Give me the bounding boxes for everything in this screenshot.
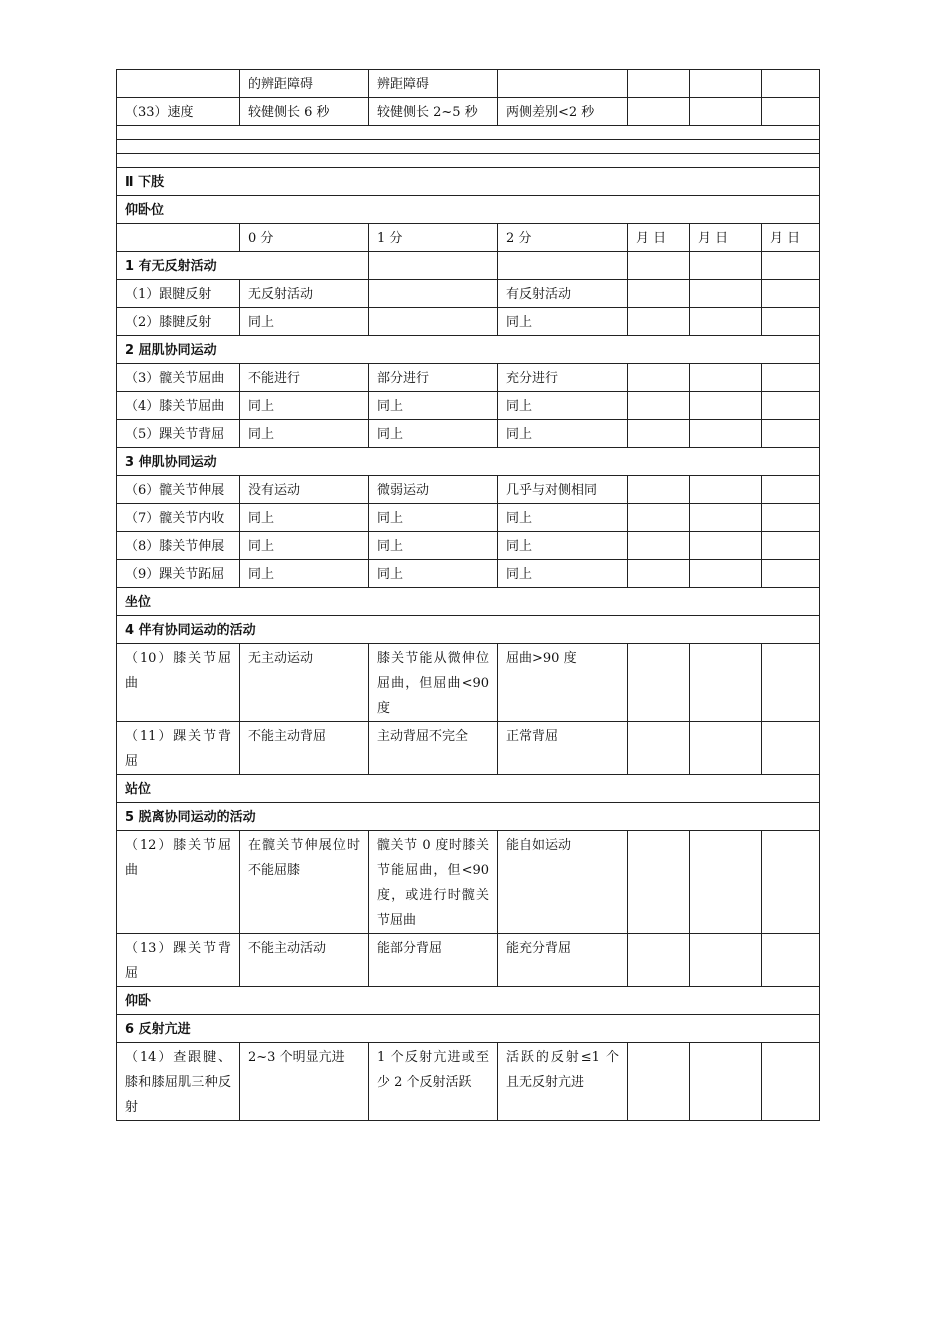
- date-cell: [762, 831, 820, 934]
- date-cell: [628, 831, 690, 934]
- group-row: [117, 803, 820, 831]
- score1-cell: 同上: [369, 420, 498, 448]
- date-cell: [690, 934, 762, 987]
- table-row: [117, 644, 820, 722]
- table-row: [117, 934, 820, 987]
- item-cell: （14）查跟腱、膝和膝屈肌三种反射: [117, 1043, 240, 1121]
- score0-cell: 同上: [240, 392, 369, 420]
- section-row: [117, 588, 820, 616]
- position-title: 坐位: [117, 588, 820, 616]
- score2-cell: 能充分背屈: [498, 934, 628, 987]
- date-cell: [762, 280, 820, 308]
- item-cell: （10）膝关节屈曲: [117, 644, 240, 722]
- score0-cell: 不能主动活动: [240, 934, 369, 987]
- score2-cell: 活跃的反射≤1 个且无反射亢进: [498, 1043, 628, 1121]
- score2-cell: [498, 70, 628, 98]
- date-cell: [628, 934, 690, 987]
- date-cell: [762, 98, 820, 126]
- date-cell: [690, 280, 762, 308]
- date-cell: [690, 392, 762, 420]
- table-row: [117, 504, 820, 532]
- header-item-cell: [117, 224, 240, 252]
- position-title: 仰卧: [117, 987, 820, 1015]
- score2-cell: 两侧差别<2 秒: [498, 98, 628, 126]
- header-score1: 1 分: [369, 224, 498, 252]
- header-row: [117, 224, 820, 252]
- position-title: 仰卧位: [117, 196, 820, 224]
- date-cell: [628, 364, 690, 392]
- date-cell: [690, 560, 762, 588]
- date-cell: [690, 722, 762, 775]
- table-row: [117, 722, 820, 775]
- score1-cell: [369, 308, 498, 336]
- score0-cell: 较健侧长 6 秒: [240, 98, 369, 126]
- score1-cell: 微弱运动: [369, 476, 498, 504]
- date-cell: [690, 476, 762, 504]
- assessment-table: [116, 69, 820, 1121]
- group-row: [117, 448, 820, 476]
- score1-cell: 同上: [369, 560, 498, 588]
- date-cell: [762, 560, 820, 588]
- group-row: [117, 1015, 820, 1043]
- item-cell: （9）踝关节跖屈: [117, 560, 240, 588]
- date-cell: [690, 1043, 762, 1121]
- section-row: [117, 775, 820, 803]
- score0-cell: 同上: [240, 504, 369, 532]
- item-cell: （5）踝关节背屈: [117, 420, 240, 448]
- item-cell: （11）踝关节背屈: [117, 722, 240, 775]
- score1-cell: 髋关节 0 度时膝关节能屈曲，但<90 度，或进行时髋关节屈曲: [369, 831, 498, 934]
- section-title: Ⅱ 下肢: [117, 168, 820, 196]
- score0-cell: 在髋关节伸展位时不能屈膝: [240, 831, 369, 934]
- table-row: [117, 280, 820, 308]
- score0-cell: 不能进行: [240, 364, 369, 392]
- date-cell: [628, 70, 690, 98]
- date-cell: [690, 644, 762, 722]
- date-cell: [690, 98, 762, 126]
- score2-cell: 同上: [498, 532, 628, 560]
- score0-cell: 无反射活动: [240, 280, 369, 308]
- score0-cell: 2~3 个明显亢进: [240, 1043, 369, 1121]
- date-cell: [762, 504, 820, 532]
- score2-cell: 充分进行: [498, 364, 628, 392]
- date-cell: [762, 308, 820, 336]
- group-title: 1 有无反射活动: [117, 252, 369, 280]
- date-cell: [762, 644, 820, 722]
- blank-row: [117, 154, 820, 168]
- group-row: [117, 616, 820, 644]
- date-cell: [628, 98, 690, 126]
- score2-cell: 有反射活动: [498, 280, 628, 308]
- date-cell: [762, 70, 820, 98]
- date-cell: [690, 831, 762, 934]
- item-cell: （7）髋关节内收: [117, 504, 240, 532]
- header-score0: 0 分: [240, 224, 369, 252]
- section-row: [117, 987, 820, 1015]
- score0-cell: 的辨距障碍: [240, 70, 369, 98]
- score1-cell: 能部分背屈: [369, 934, 498, 987]
- date-cell: [762, 722, 820, 775]
- date-cell: [628, 392, 690, 420]
- date-cell: [762, 364, 820, 392]
- date-cell: [628, 722, 690, 775]
- score2-cell: 几乎与对侧相同: [498, 476, 628, 504]
- score0-cell: 同上: [240, 560, 369, 588]
- date-cell: [628, 560, 690, 588]
- item-cell: （2）膝腱反射: [117, 308, 240, 336]
- date-cell: [690, 70, 762, 98]
- group-row: [117, 336, 820, 364]
- blank-row: [117, 126, 820, 140]
- date-cell: [762, 420, 820, 448]
- score1-cell: 膝关节能从微伸位屈曲，但屈曲<90 度: [369, 644, 498, 722]
- score2-cell: 正常背屈: [498, 722, 628, 775]
- date-cell: [690, 420, 762, 448]
- header-date1: 月 日: [628, 224, 690, 252]
- table-row: [117, 308, 820, 336]
- score0-cell: 同上: [240, 532, 369, 560]
- table-row: [117, 392, 820, 420]
- date-cell: [690, 504, 762, 532]
- table-row: [117, 70, 820, 98]
- table-row: [117, 532, 820, 560]
- score1-cell: 较健侧长 2~5 秒: [369, 98, 498, 126]
- table-row: [117, 831, 820, 934]
- table-row: [117, 476, 820, 504]
- date-cell: [628, 644, 690, 722]
- item-cell: （6）髋关节伸展: [117, 476, 240, 504]
- score0-cell: 同上: [240, 308, 369, 336]
- score0-cell: 同上: [240, 420, 369, 448]
- date-cell: [690, 364, 762, 392]
- section-row: [117, 168, 820, 196]
- item-cell: （4）膝关节屈曲: [117, 392, 240, 420]
- score0-cell: 无主动运动: [240, 644, 369, 722]
- score2-cell: 同上: [498, 504, 628, 532]
- item-cell: [117, 70, 240, 98]
- group-title: 4 伴有协同运动的活动: [117, 616, 820, 644]
- score0-cell: 不能主动背屈: [240, 722, 369, 775]
- section-row: [117, 196, 820, 224]
- date-cell: [762, 532, 820, 560]
- group-title: 3 伸肌协同运动: [117, 448, 820, 476]
- date-cell: [628, 308, 690, 336]
- group-title: 5 脱离协同运动的活动: [117, 803, 820, 831]
- date-cell: [628, 476, 690, 504]
- score1-cell: 部分进行: [369, 364, 498, 392]
- score1-cell: 同上: [369, 532, 498, 560]
- score1-cell: 同上: [369, 504, 498, 532]
- group-title: 6 反射亢进: [117, 1015, 820, 1043]
- score2-cell: 同上: [498, 308, 628, 336]
- item-cell: （33）速度: [117, 98, 240, 126]
- item-cell: （8）膝关节伸展: [117, 532, 240, 560]
- date-cell: [690, 532, 762, 560]
- header-date2: 月 日: [690, 224, 762, 252]
- blank-row: [117, 140, 820, 154]
- score2-cell: 同上: [498, 420, 628, 448]
- score0-cell: 没有运动: [240, 476, 369, 504]
- score2-cell: 同上: [498, 392, 628, 420]
- date-cell: [690, 308, 762, 336]
- score2-cell: 屈曲>90 度: [498, 644, 628, 722]
- table-row: [117, 98, 820, 126]
- date-cell: [628, 1043, 690, 1121]
- date-cell: [628, 504, 690, 532]
- date-cell: [762, 934, 820, 987]
- score1-cell: 1 个反射亢进或至少 2 个反射活跃: [369, 1043, 498, 1121]
- group-title: 2 屈肌协同运动: [117, 336, 820, 364]
- score1-cell: [369, 280, 498, 308]
- table-row: [117, 420, 820, 448]
- score2-cell: 同上: [498, 560, 628, 588]
- header-score2: 2 分: [498, 224, 628, 252]
- position-title: 站位: [117, 775, 820, 803]
- date-cell: [762, 476, 820, 504]
- header-date3: 月 日: [762, 224, 820, 252]
- table-row: [117, 560, 820, 588]
- table-row: [117, 364, 820, 392]
- score2-cell: 能自如运动: [498, 831, 628, 934]
- item-cell: （12）膝关节屈曲: [117, 831, 240, 934]
- item-cell: （3）髋关节屈曲: [117, 364, 240, 392]
- group-row: [117, 252, 820, 280]
- date-cell: [762, 392, 820, 420]
- score1-cell: 同上: [369, 392, 498, 420]
- table-row: [117, 1043, 820, 1121]
- date-cell: [762, 1043, 820, 1121]
- date-cell: [628, 420, 690, 448]
- date-cell: [628, 532, 690, 560]
- item-cell: （1）跟腱反射: [117, 280, 240, 308]
- score1-cell: 主动背屈不完全: [369, 722, 498, 775]
- item-cell: （13）踝关节背屈: [117, 934, 240, 987]
- date-cell: [628, 280, 690, 308]
- score1-cell: 辨距障碍: [369, 70, 498, 98]
